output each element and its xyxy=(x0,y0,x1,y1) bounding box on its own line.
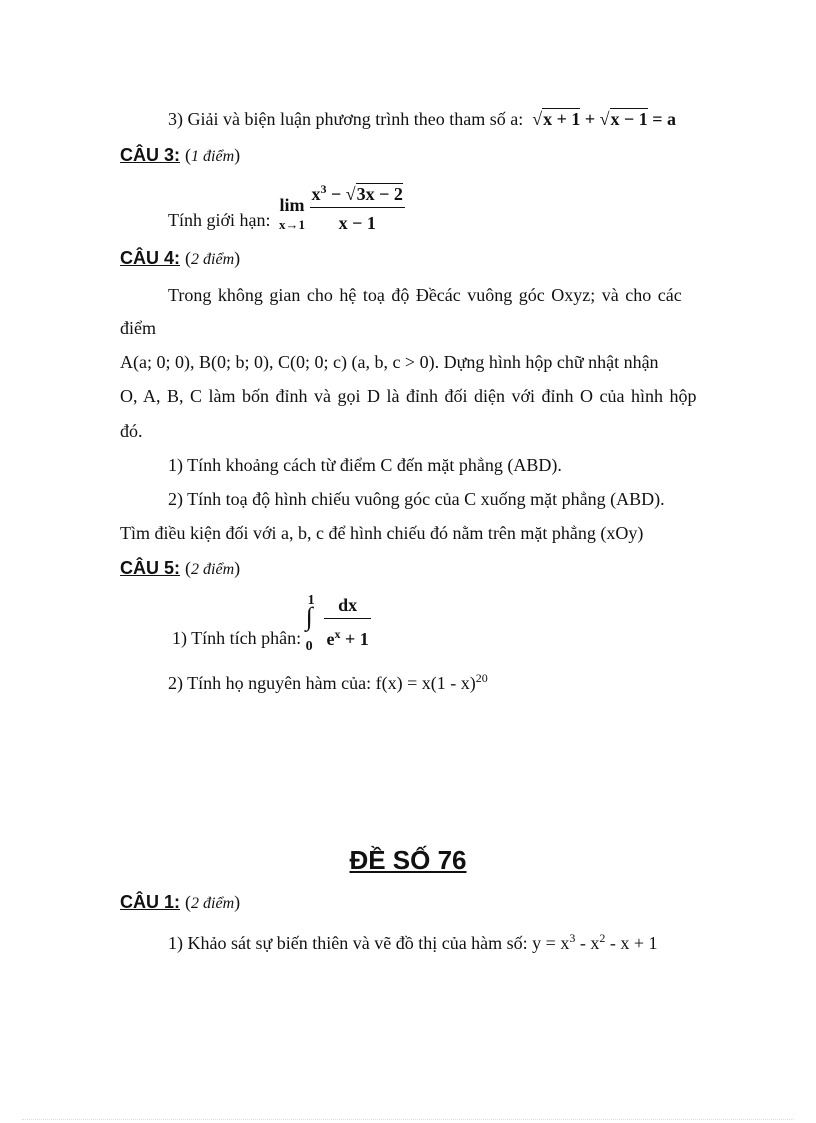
num-x: x xyxy=(311,184,321,204)
cau-1-label: CÂU 1: xyxy=(120,892,181,912)
integral-fraction xyxy=(324,594,371,650)
cau-3-points: 1 điểm xyxy=(191,148,235,165)
page-bottom-rule xyxy=(22,1119,794,1120)
num-root: 3x − 2 xyxy=(356,184,403,204)
cau-5-q2-text: 2) Tính họ nguyên hàm của: f(x) = x(1 - x) xyxy=(168,673,476,693)
cau-5-question-1 xyxy=(172,592,371,654)
cau-3-heading: CÂU 3: (1 điểm) xyxy=(120,145,241,165)
den-exp: x xyxy=(334,627,341,641)
cau-4-question-1: 1) Tính khoảng cách từ điểm C đến mặt phẳng (ABD). xyxy=(168,455,562,475)
cau-1-q1-mid: - x xyxy=(575,933,600,953)
exam-title: ĐỀ SỐ 76 xyxy=(349,845,467,875)
cau-3-limit-line xyxy=(168,176,405,236)
equation-rhs: = a xyxy=(647,109,677,129)
cau-4-points: 2 điểm xyxy=(191,251,235,268)
lim-subscript: x→1 xyxy=(279,217,306,232)
cau-4-label: CÂU 4: xyxy=(120,248,181,268)
sqrt-term-a: x + 1 xyxy=(543,109,581,129)
cau-4-para-line-1: Trong không gian cho hệ toạ độ Đềcác vuông góc Oxyz; và cho các xyxy=(168,285,682,305)
cau-5-label: CÂU 5: xyxy=(120,558,181,578)
cau-5-q2-exp: 20 xyxy=(475,671,488,685)
cau-5-heading: CÂU 5: (2 điểm) xyxy=(120,558,241,578)
num-minus: − xyxy=(326,184,346,204)
cau-4-para-line-2: điểm xyxy=(120,318,156,338)
sqrt-term-b: x − 1 xyxy=(610,109,648,129)
cau-4-para-line-5: đó. xyxy=(120,421,143,441)
cau-5-points: 2 điểm xyxy=(191,561,235,578)
cau-4-para-line-4: O, A, B, C làm bốn đỉnh và gọi D là đỉnh đối diện với đỉnh O của hình hộp xyxy=(120,386,697,406)
limit-operator xyxy=(279,194,305,232)
cau-1-q1-tail: - x + 1 xyxy=(605,933,658,953)
cau-1-exp-3: 3 xyxy=(569,931,576,945)
item-3-text: 3) Giải và biện luận phương trình theo tham số a: xyxy=(168,109,524,129)
cau-1-exp-2: 2 xyxy=(599,931,606,945)
cau-3-label: CÂU 3: xyxy=(120,145,181,165)
cau-3-task: Tính giới hạn: xyxy=(168,210,271,231)
den-base: e xyxy=(326,629,335,649)
plus-sign: + xyxy=(580,109,600,129)
den-tail: + 1 xyxy=(340,629,369,649)
cau-1-q1-text: 1) Khảo sát sự biến thiên và vẽ đồ thị của hàm số: y = x xyxy=(168,933,570,953)
num-exp: 3 xyxy=(320,182,327,196)
integral-lower: 0 xyxy=(305,639,313,654)
cau-1-heading: CÂU 1: (2 điểm) xyxy=(120,892,241,912)
cau-4-heading: CÂU 4: (2 điểm) xyxy=(120,248,241,268)
integral-sign: 1 ∫ 0 xyxy=(306,592,320,652)
cau-4-question-2-line-1: 2) Tính toạ độ hình chiếu vuông góc của C xuống mặt phẳng (ABD). xyxy=(168,489,665,509)
cau-5-q1-text: 1) Tính tích phân: xyxy=(172,628,302,649)
integral-numerator: dx xyxy=(324,594,371,619)
item-3-line xyxy=(168,108,676,130)
cau-4-question-2-line-2: Tìm điều kiện đối với a, b, c để hình chiếu đó nằm trên mặt phẳng (xOy) xyxy=(120,523,644,543)
cau-5-question-2 xyxy=(168,667,488,694)
lim-word: lim xyxy=(279,195,305,215)
integral-upper: 1 xyxy=(307,593,315,608)
cau-1-question-1 xyxy=(168,927,657,954)
cau-4-para-line-3: A(a; 0; 0), B(0; b; 0), C(0; 0; c) (a, b, c > 0). Dựng hình hộp chữ nhật nhận xyxy=(120,352,659,372)
limit-denominator: x − 1 xyxy=(338,213,376,233)
limit-fraction: $\frac{x^3 - √3x - 2}{x - 1}$ xyxy=(310,178,405,234)
cau-1-points: 2 điểm xyxy=(191,895,235,912)
item-3-equation: √x + 1 + √x − 1 = a xyxy=(527,109,677,129)
